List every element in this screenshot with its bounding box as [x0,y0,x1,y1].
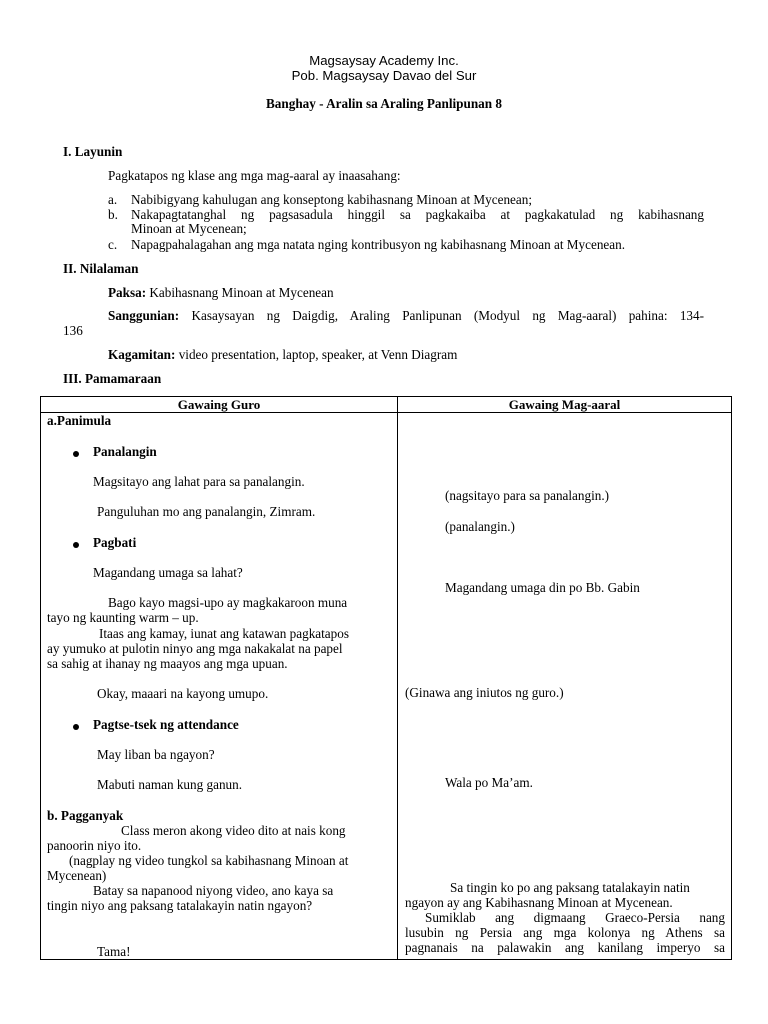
kagamitan-row [108,347,457,363]
guro-line: ay yumuko at pulotin ninyo ang mga nakakalat na papel [47,641,343,656]
section-heading-layunin: I. Layunin [63,144,123,159]
guro-line: May liban ba ngayon? [97,747,215,762]
guro-line: Magsitayo ang lahat para sa panalangin. [93,474,305,489]
paksa-row [108,285,334,301]
magaaral-line: Magandang umaga din po Bb. Gabin [445,580,640,595]
guro-line: tingin niyo ang paksang tatalakayin natin ngayon? [47,898,313,913]
magaaral-line: (nagsitayo para sa panalangin.) [445,488,610,503]
magaaral-line: Sumiklab ang digmaang Graeco-Persia nang [425,910,725,925]
magaaral-line: (panalangin.) [445,519,515,534]
paksa-value: Kabihasnang Minoan at Mycenean [149,285,334,300]
magaaral-column [398,413,731,959]
layunin-item-c: Napagpahalagahan ang mga natata nging kontribusyon ng kabihasnang Minoan at Mycenean. [131,237,626,252]
guro-line: Panguluhan mo ang panalangin, Zimram. [97,504,316,519]
panalangin-heading: Panalangin [93,444,157,459]
bullet-icon [73,724,79,730]
layunin-item-letter-a: a. [108,192,118,207]
guro-line: sa sahig at ihanay ng maayos ang mga upuan. [47,656,288,671]
sanggunian-label: Sanggunian: [108,308,180,323]
guro-line: Mycenean) [47,868,107,883]
magaaral-line: Sa tingin ko po ang paksang tatalakayin natin [450,880,690,895]
guro-line: Okay, maaari na kayong umupo. [97,686,269,701]
magaaral-line: Wala po Ma’am. [445,775,533,790]
column-header-magaaral: Gawaing Mag-aaral [398,397,732,413]
guro-line: panoorin niyo ito. [47,838,142,853]
layunin-item-letter-b: b. [108,207,118,222]
attendance-heading: Pagtse-tsek ng attendance [93,717,239,732]
sanggunian-row [108,308,704,324]
guro-line: Mabuti naman kung ganun. [97,777,243,792]
procedure-table [40,396,732,960]
magaaral-line: (Ginawa ang iniutos ng guro.) [405,685,564,700]
section-heading-pamamaraan: III. Pamamaraan [63,371,162,386]
guro-line: Class meron akong video dito at nais kong [121,823,346,838]
sanggunian-value: Kasaysayan ng Daigdig, Araling Panlipunan (Modyul ng Mag-aaral) pahina: 134- [191,308,705,323]
school-name: Magsaysay Academy Inc. [309,53,459,68]
guro-line: tayo ng kaunting warm – up. [47,610,199,625]
bullet-icon [73,451,79,457]
layunin-item-letter-c: c. [108,237,118,252]
school-address: Pob. Magsaysay Davao del Sur [291,68,477,83]
pagganyak-heading: b. Pagganyak [47,808,124,823]
magaaral-line: pagnanais na palawakin ang kanilang imperyo sa [405,940,725,955]
kagamitan-value: video presentation, laptop, speaker, at Venn Diagram [178,347,458,362]
guro-column [41,413,397,959]
kagamitan-label: Kagamitan: [108,347,176,362]
layunin-item-b-line2: Minoan at Mycenean; [131,221,247,236]
guro-line: Batay sa napanood niyong video, ano kaya sa [93,883,334,898]
magaaral-line: ngayon ay ang Kabihasnang Minoan at Mycenean. [405,895,673,910]
magaaral-line: lusubin ng Persia ang mga kolonya ng Athens sa [405,925,725,940]
bullet-icon [73,542,79,548]
panimula-heading: a.Panimula [47,413,112,428]
guro-line: Bago kayo magsi-upo ay magkakaroon muna [108,595,348,610]
guro-line: Magandang umaga sa lahat? [93,565,243,580]
pagbati-heading: Pagbati [93,535,137,550]
layunin-item-a: Nabibigyang kahulugan ang konseptong kabihasnang Minoan at Mycenean; [131,192,533,207]
section-heading-nilalaman: II. Nilalaman [63,261,139,276]
paksa-label: Paksa: [108,285,147,300]
document-title: Banghay - Aralin sa Araling Panlipunan 8 [266,96,502,111]
sanggunian-continued: 136 [63,323,83,338]
guro-line: Tama! [97,944,131,959]
guro-line: Itaas ang kamay, iunat ang katawan pagkatapos [99,626,349,641]
layunin-item-b-line1: Nakapagtatanghal ng pagsasadula hinggil sa pagkakaiba at pagkakatulad ng kabihasnang [131,207,704,222]
column-header-guro: Gawaing Guro [41,397,398,413]
guro-line: (nagplay ng video tungkol sa kabihasnang Minoan at [69,853,349,868]
layunin-intro: Pagkatapos ng klase ang mga mag-aaral ay inaasahang: [108,168,401,183]
